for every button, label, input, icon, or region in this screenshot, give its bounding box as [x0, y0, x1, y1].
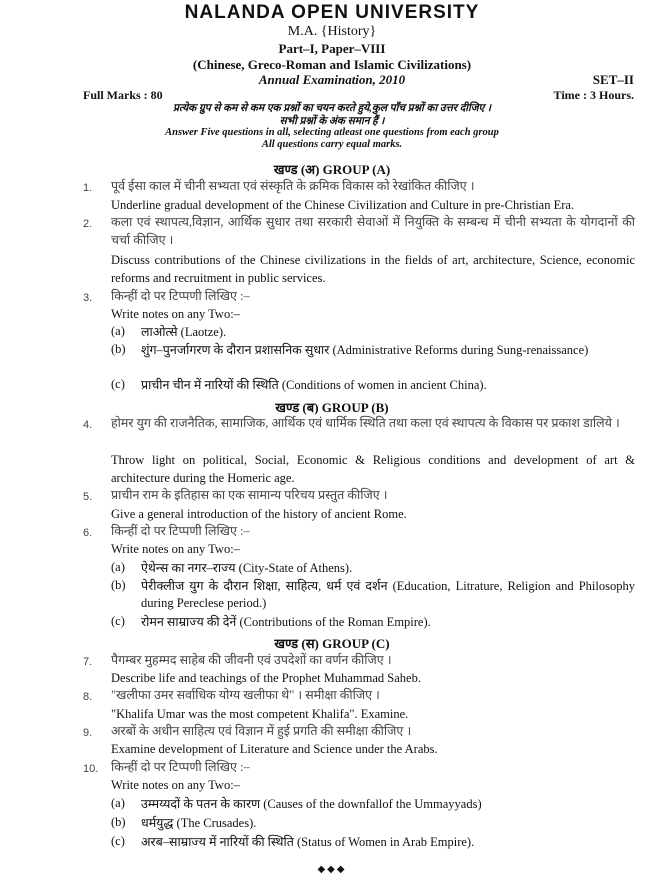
set-label: SET–II — [592, 72, 634, 87]
question-6b-text: पेरीक्लीज युग के दौरान शिक्षा, साहित्य, धर्म एवं दर्शन (Education, Litrature, Religion and Philosophy during Pereclese period.) — [141, 579, 635, 610]
question-10-english: Write notes on any Two:– — [111, 778, 240, 792]
question-10a-text: उम्मय्यदों के पतन के कारण (Causes of the downfallof the Ummayyads) — [141, 797, 482, 811]
question-number: 1. — [83, 182, 93, 194]
question-10-hindi: किन्हीं दो पर टिप्पणी लिखिए :– — [111, 760, 250, 774]
question-number: 7. — [83, 656, 93, 668]
question-5-english: Give a general introduction of the history of ancient Rome. — [111, 507, 407, 521]
group-c-heading: खण्ड (स) GROUP (C) — [274, 636, 390, 651]
question-8-hindi: "खलीफा उमर सर्वाधिक योग्य खलीफा थे" । समीक्षा कीजिए । — [111, 688, 380, 702]
question-7-hindi: पैगम्बर मुहम्मद साहेब की जीवनी एवं उपदेशों का वर्णन कीजिए । — [111, 653, 392, 667]
question-9-hindi: अरबों के अधीन साहित्य एवं विज्ञान में हुई प्रगति की समीक्षा कीजिए । — [111, 724, 412, 738]
question-10b-text: धर्मयुद्ध (The Crusades). — [141, 816, 257, 830]
question-6c-text: रोमन साम्राज्य की देनें (Contributions of the Roman Empire). — [141, 615, 431, 629]
question-4-english: Throw light on political, Social, Economic & Religious conditions and development of art & architecture during the Homeric age. — [111, 453, 635, 485]
question-number: 8. — [83, 691, 93, 703]
question-10c-text: अरब–साम्राज्य में नारियों की स्थिति (Status of Women in Arab Empire). — [141, 835, 475, 849]
question-number: 9. — [83, 727, 93, 739]
question-number: 10. — [83, 763, 99, 775]
part-paper: Part–I, Paper–VIII — [278, 41, 386, 56]
question-6-hindi: किन्हीं दो पर टिप्पणी लिखिए :– — [111, 524, 250, 538]
university-title: NALANDA OPEN UNIVERSITY — [184, 2, 480, 23]
question-number: 5. — [83, 491, 93, 503]
subpart-label: (b) — [111, 578, 126, 592]
exam-title: Annual Examination, 2010 — [258, 72, 406, 87]
question-3b-text: शुंग–पुनर्जागरण के दौरान प्रशासनिक सुधार (Administrative Reforms during Sung-renaissance) — [141, 343, 589, 357]
question-3-hindi: किन्हीं दो पर टिप्पणी लिखिए :– — [111, 289, 250, 303]
instruction-english-2: All questions carry equal marks. — [261, 139, 403, 150]
question-8-english: "Khalifa Umar was the most competent Khalifa". Examine. — [111, 707, 409, 721]
subpart-label: (c) — [111, 834, 125, 848]
question-3a-text: लाओत्से (Laotze). — [141, 325, 227, 339]
subpart-label: (c) — [111, 614, 125, 628]
subpart-label: (b) — [111, 815, 126, 829]
question-2-english: Discuss contributions of the Chinese civilizations in the fields of art, architecture, Science, economic reforms and recruitment in public services. — [111, 253, 635, 285]
question-3c-text: प्राचीन चीन में नारियों की स्थिति (Conditions of women in ancient China). — [141, 378, 487, 392]
subpart-label: (a) — [111, 796, 125, 810]
full-marks: Full Marks : 80 — [83, 88, 163, 102]
question-6-english: Write notes on any Two:– — [111, 542, 240, 556]
course-title: M.A. {History} — [287, 24, 377, 39]
question-5-hindi: प्राचीन राम के इतिहास का एक सामान्य परिचय प्रस्तुत कीजिए । — [111, 488, 388, 502]
time-allowed: Time : 3 Hours. — [553, 88, 634, 102]
group-a-heading: खण्ड (अ) GROUP (A) — [273, 162, 391, 177]
subpart-label: (a) — [111, 560, 125, 574]
instruction-hindi-1: प्रत्येक ग्रुप से कम से कम एक प्रश्नों का चयन करते हुये,कुल पाँच प्रश्नों का उत्तर दीजिए । — [173, 103, 491, 114]
instruction-hindi-2: सभी प्रश्नों के अंक समान हैं । — [279, 116, 385, 127]
question-number: 6. — [83, 527, 93, 539]
question-4-hindi: होमर युग की राजनैतिक, सामाजिक, आर्थिक एवं धार्मिक स्थिति तथा कला एवं स्थापत्य के विकास पर प्रकाश डालिये । — [111, 416, 620, 430]
subject-title: (Chinese, Greco-Roman and Islamic Civilizations) — [192, 57, 472, 72]
group-b-heading: खण्ड (ब) GROUP (B) — [275, 400, 389, 415]
question-number: 4. — [83, 419, 93, 431]
question-6a-text: ऐथेन्स का नगर–राज्य (City-State of Athens). — [141, 561, 353, 575]
instruction-english-1: Answer Five questions in all, selecting atleast one questions from each group — [165, 127, 499, 138]
question-number: 3. — [83, 292, 93, 304]
question-3-english: Write notes on any Two:– — [111, 307, 240, 321]
question-7-english: Describe life and teachings of the Prophet Muhammad Saheb. — [111, 671, 421, 685]
subpart-label: (c) — [111, 377, 125, 391]
question-number: 2. — [83, 218, 93, 230]
question-9-english: Examine development of Literature and Science under the Arabs. — [111, 742, 438, 756]
subpart-label: (a) — [111, 324, 125, 338]
end-of-paper-mark: ◆◆◆ — [317, 864, 347, 875]
question-1-hindi: पूर्व ईसा काल में चीनी सभ्यता एवं संस्कृति के क्रमिक विकास को रेखांकित कीजिए । — [111, 179, 475, 193]
question-1-english: Underline gradual development of the Chinese Civilization and Culture in pre-Christian Era. — [111, 198, 575, 212]
question-2-hindi: कला एवं स्थापत्य,विज्ञान, आर्थिक सुधार तथा सरकारी सेवाओं में नियुक्ति के सम्बन्ध में चीनी सभ्यता के योगदानों की चर्चा कीजिए । — [111, 215, 635, 247]
subpart-label: (b) — [111, 342, 126, 356]
